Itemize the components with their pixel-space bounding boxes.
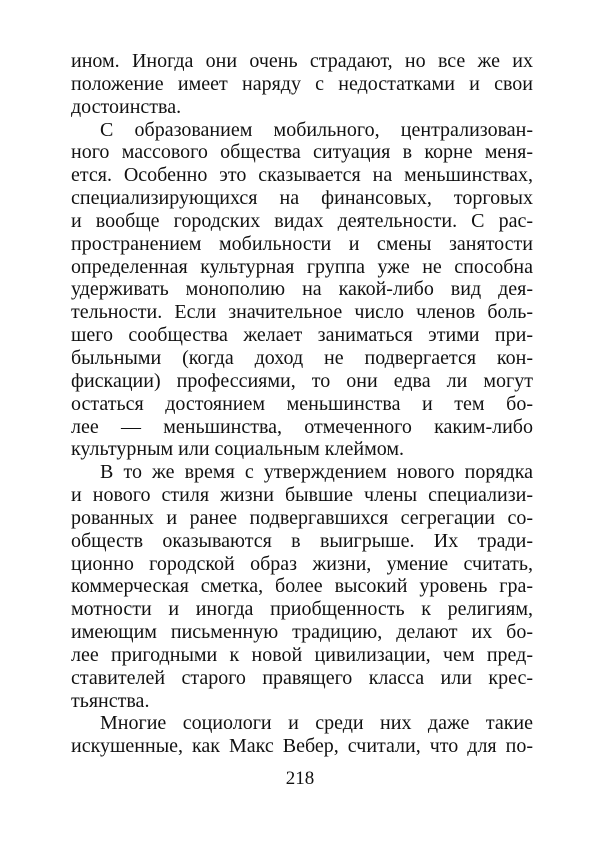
text-line: пространением мобильности и смены занятости [71, 232, 533, 255]
text-line: остаться достоянием меньшинства и тем бо- [71, 392, 533, 415]
text-line: специализирующихся на финансовых, торговых [71, 187, 533, 210]
paragraph [71, 119, 533, 462]
text-line: фискации) профессиями, то они едва ли могут [71, 369, 533, 392]
text-line: Многие социологи и среди них даже такие [100, 712, 533, 735]
text-line: лее пригодными к новой цивилизации, чем пред- [71, 643, 533, 666]
text-line: искушенные, как Макс Вебер, считали, что для по- [71, 735, 533, 758]
paragraph [71, 461, 533, 712]
text-line: положение имеет наряду с недостатками и свои [71, 72, 533, 95]
page-text [71, 50, 533, 758]
text-line: удерживать монополию на какой-либо вид дея- [71, 278, 533, 301]
paragraph [71, 712, 533, 758]
text-line: имеющим письменную традицию, делают их бо- [71, 621, 533, 644]
text-line: обществ оказываются в выигрыше. Их тради- [71, 529, 533, 552]
text-line: определенная культурная группа уже не способна [71, 255, 533, 278]
page-number: 218 [285, 768, 315, 789]
text-line: ного массового общества ситуация в корне меня- [71, 141, 533, 164]
paragraph [71, 50, 533, 119]
text-line: и нового стиля жизни бывшие члены специализи- [71, 484, 533, 507]
text-line: ется. Особенно это сказывается на меньшинствах, [71, 164, 533, 187]
text-line: коммерческая сметка, более высокий уровень гра- [71, 575, 533, 598]
text-line: тельности. Если значительное число членов боль- [71, 301, 533, 324]
text-line: С образованием мобильного, централизован- [100, 118, 533, 141]
text-line: достоинства. [71, 95, 182, 118]
text-line: мотности и иногда приобщенность к религиям, [71, 598, 533, 621]
text-line: шего сообщества желает заниматься этими при- [71, 324, 533, 347]
text-line: ином. Иногда они очень страдают, но все же их [71, 50, 533, 72]
text-line: и вообще городских видах деятельности. С рас- [71, 209, 533, 232]
text-line: культурным или социальным клеймом. [71, 438, 404, 461]
text-line: В то же время с утверждением нового порядка [100, 461, 533, 484]
text-line: ставителей старого правящего класса или крес- [71, 666, 533, 689]
text-line: ционно городской образ жизни, умение считать, [71, 552, 533, 575]
text-line: лее — меньшинства, отмеченного каким-либо [71, 415, 533, 438]
text-line: рованных и ранее подвергавшихся сегрегации со- [71, 506, 533, 529]
text-line: быльными (когда доход не подвергается кон- [71, 346, 533, 369]
text-line: тьянства. [71, 689, 150, 712]
